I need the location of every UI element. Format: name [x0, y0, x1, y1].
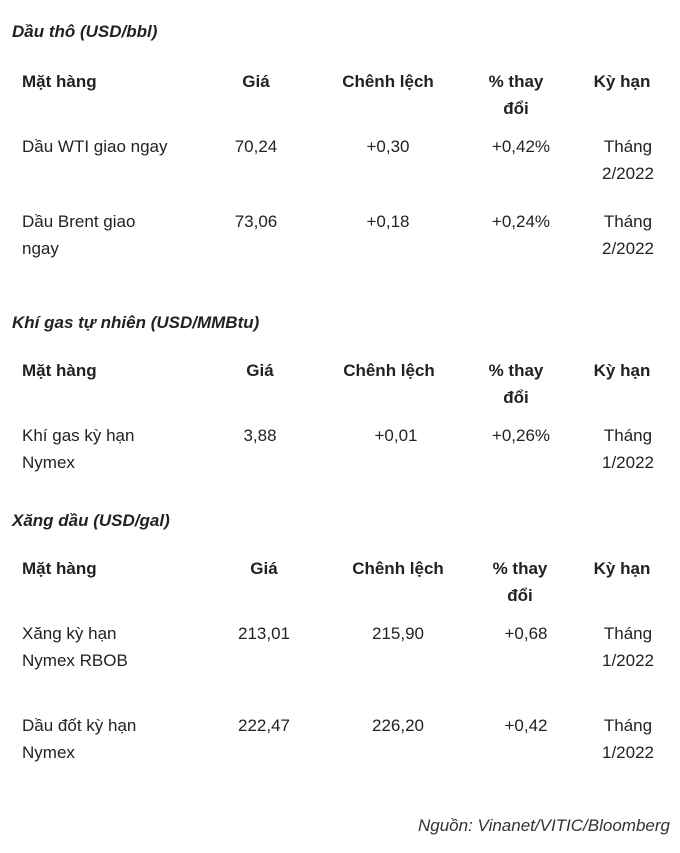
header-commodity: Mặt hàng — [22, 559, 97, 578]
source-credit: Nguồn: Vinanet/VITIC/Bloomberg — [418, 816, 670, 835]
row-term: Tháng 2/2022 — [602, 137, 654, 183]
row-percent-change: +0,26% — [491, 426, 551, 445]
header-price: Giá — [246, 361, 274, 380]
header-price: Giá — [242, 72, 270, 91]
row-commodity: Xăng kỳ hạn Nymex RBOB — [22, 624, 128, 670]
header-change: Chênh lệch — [343, 361, 435, 380]
row-price: 3,88 — [243, 426, 277, 445]
header-change: Chênh lệch — [352, 559, 444, 578]
header-commodity: Mặt hàng — [22, 72, 97, 91]
row-percent-change: +0,42 — [504, 716, 548, 735]
row-commodity: Khí gas kỳ hạn Nymex — [22, 426, 135, 472]
header-term: Kỳ hạn — [593, 559, 651, 578]
header-term: Kỳ hạn — [593, 72, 651, 91]
row-term: Tháng 1/2022 — [602, 716, 654, 762]
row-percent-change: +0,68 — [504, 624, 548, 643]
header-term: Kỳ hạn — [593, 361, 651, 380]
row-commodity: Dầu đốt kỳ hạn Nymex — [22, 716, 137, 762]
row-price: 73,06 — [234, 212, 278, 231]
section-title-gasoline: Xăng dầu (USD/gal) — [12, 511, 170, 530]
row-term: Tháng 1/2022 — [602, 426, 654, 472]
row-change: +0,30 — [366, 137, 410, 156]
header-percent-change: % thay đổi — [492, 559, 548, 605]
header-percent-change: % thay đổi — [488, 72, 544, 118]
row-percent-change: +0,42% — [491, 137, 551, 156]
row-change: 226,20 — [372, 716, 424, 735]
header-change: Chênh lệch — [342, 72, 434, 91]
header-percent-change: % thay đổi — [488, 361, 544, 407]
row-commodity: Dầu Brent giao ngay — [22, 212, 136, 258]
header-commodity: Mặt hàng — [22, 361, 97, 380]
row-change: 215,90 — [372, 624, 424, 643]
row-term: Tháng 2/2022 — [602, 212, 654, 258]
row-term: Tháng 1/2022 — [602, 624, 654, 670]
header-price: Giá — [250, 559, 278, 578]
section-title-crude-oil: Dầu thô (USD/bbl) — [12, 22, 158, 41]
row-commodity: Dầu WTI giao ngay — [22, 137, 168, 156]
row-change: +0,01 — [374, 426, 418, 445]
row-price: 70,24 — [234, 137, 278, 156]
row-change: +0,18 — [366, 212, 410, 231]
row-price: 213,01 — [238, 624, 290, 643]
section-title-natural-gas: Khí gas tự nhiên (USD/MMBtu) — [12, 313, 260, 332]
row-percent-change: +0,24% — [491, 212, 551, 231]
row-price: 222,47 — [238, 716, 290, 735]
